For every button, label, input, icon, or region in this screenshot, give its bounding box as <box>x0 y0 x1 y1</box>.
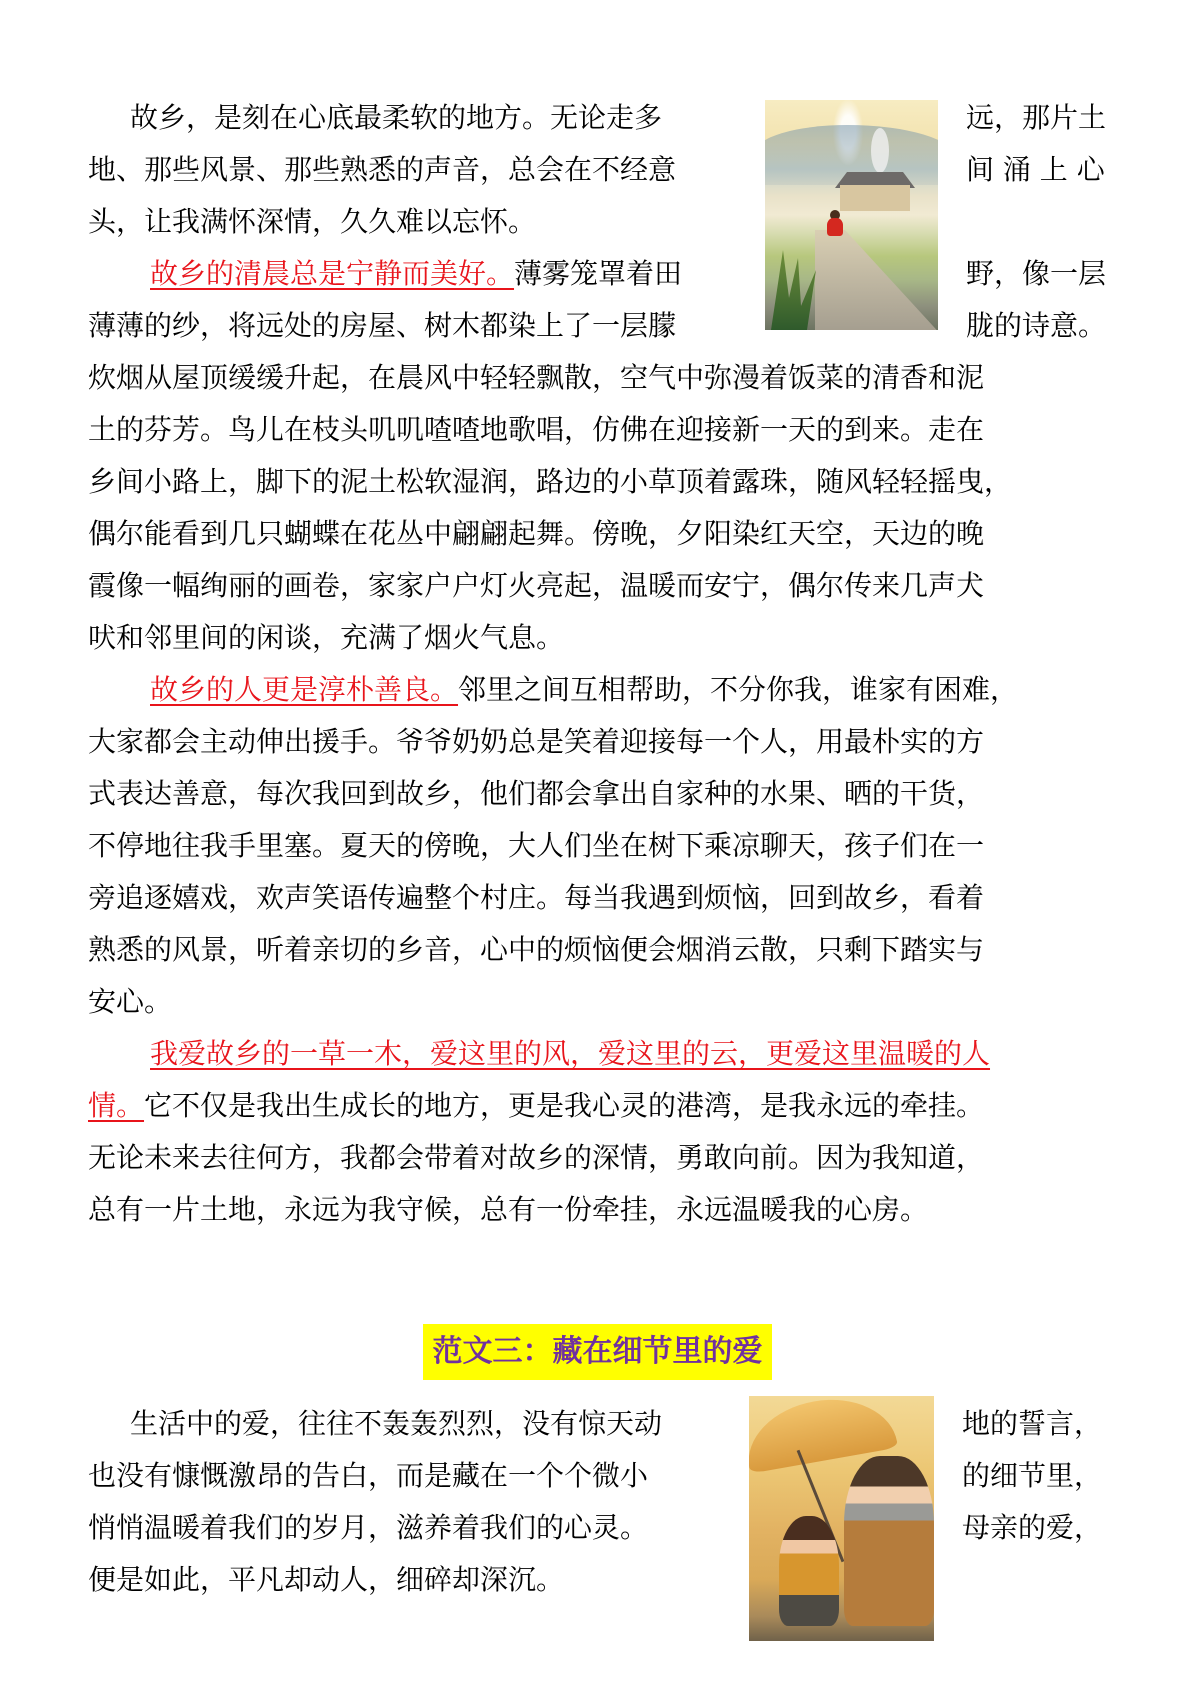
text-line: 也没有慷慨激昂的告白，而是藏在一个个微小 <box>88 1459 649 1492</box>
running-child-shape <box>827 218 843 236</box>
mother-figure-shape <box>844 1456 934 1626</box>
text-line: 炊烟从屋顶缓缓升起，在晨风中轻轻飘散，空气中弥漫着饭菜的清香和泥 <box>88 361 985 394</box>
section-heading: 范文三：藏在细节里的爱 <box>423 1324 772 1380</box>
text-line: 间 涌 上 心 <box>966 153 1105 186</box>
text-line: 式表达善意，每次我回到故乡，他们都会拿出自家种的水果、晒的干货， <box>88 777 985 810</box>
child-figure-shape <box>779 1516 839 1626</box>
text-line: 头，让我满怀深情，久久难以忘怀。 <box>88 205 537 238</box>
text-line: 的细节里， <box>962 1459 1103 1492</box>
highlighted-sentence: 故乡的清晨总是宁静而美好。 <box>150 257 515 290</box>
text-line: 悄悄温暖着我们的岁月，滋养着我们的心灵。 <box>88 1511 649 1544</box>
text-line: 地的誓言， <box>962 1407 1103 1440</box>
text-line: 地、那些风景、那些熟悉的声音，总会在不经意 <box>88 153 677 186</box>
chimney-smoke-shape <box>871 128 889 173</box>
text-run: 薄雾笼罩着田 <box>514 257 683 290</box>
text-line-mixed <box>150 1034 990 1074</box>
highlighted-sentence: 我爱故乡的一草一木，爱这里的风，爱这里的云，更爱这里温暖的人 <box>150 1037 991 1070</box>
text-line: 霞像一幅绚丽的画卷，家家户户灯火亮起，温暖而安宁，偶尔传来几声犬 <box>88 569 985 602</box>
text-line: 薄薄的纱，将远处的房屋、树木都染上了一层朦 <box>88 309 677 342</box>
text-line: 母亲的爱， <box>962 1511 1103 1544</box>
text-line: 大家都会主动伸出援手。爷爷奶奶总是笑着迎接每一个人，用最朴实的方 <box>88 725 985 758</box>
mother-umbrella-illustration <box>749 1396 934 1641</box>
text-line: 胧的诗意。 <box>966 309 1107 342</box>
text-line-mixed <box>150 254 682 294</box>
text-line-mixed <box>88 1086 984 1126</box>
text-line: 乡间小路上，脚下的泥土松软湿润，路边的小草顶着露珠，随风轻轻摇曳， <box>88 465 1013 498</box>
text-line: 无论未来去往何方，我都会带着对故乡的深情，勇敢向前。因为我知道， <box>88 1141 985 1174</box>
text-line: 总有一片土地，永远为我守候，总有一份牵挂，永远温暖我的心房。 <box>88 1193 929 1226</box>
text-line: 吠和邻里间的闲谈，充满了烟火气息。 <box>88 621 565 654</box>
text-line-mixed <box>150 670 1018 710</box>
village-morning-illustration <box>765 100 938 330</box>
text-line: 便是如此，平凡却动人，细碎却深沉。 <box>88 1563 565 1596</box>
text-line: 野，像一层 <box>966 257 1107 290</box>
text-line: 故乡，是刻在心底最柔软的地方。无论走多 <box>130 101 663 134</box>
text-run: 邻里之间互相帮助，不分你我，谁家有困难， <box>458 673 1019 706</box>
text-line: 偶尔能看到几只蝴蝶在花丛中翩翩起舞。傍晚，夕阳染红天空，天边的晚 <box>88 517 985 550</box>
text-line: 不停地往我手里塞。夏天的傍晚，大人们坐在树下乘凉聊天，孩子们在一 <box>88 829 985 862</box>
text-line: 熟悉的风景，听着亲切的乡音，心中的烦恼便会烟消云散，只剩下踏实与 <box>88 933 985 966</box>
highlighted-sentence: 故乡的人更是淳朴善良。 <box>150 673 459 706</box>
house-shape <box>840 185 910 211</box>
text-line: 土的芬芳。鸟儿在枝头叽叽喳喳地歌唱，仿佛在迎接新一天的到来。走在 <box>88 413 985 446</box>
text-line: 安心。 <box>88 985 173 1018</box>
text-line: 生活中的爱，往往不轰轰烈烈，没有惊天动 <box>130 1407 663 1440</box>
text-line: 远，那片土 <box>966 101 1107 134</box>
text-run: 它不仅是我出生成长的地方，更是我心灵的港湾，是我永远的牵挂。 <box>144 1089 985 1122</box>
text-line: 旁追逐嬉戏，欢声笑语传遍整个村庄。每当我遇到烦恼，回到故乡，看着 <box>88 881 985 914</box>
highlighted-sentence: 情。 <box>88 1089 145 1122</box>
